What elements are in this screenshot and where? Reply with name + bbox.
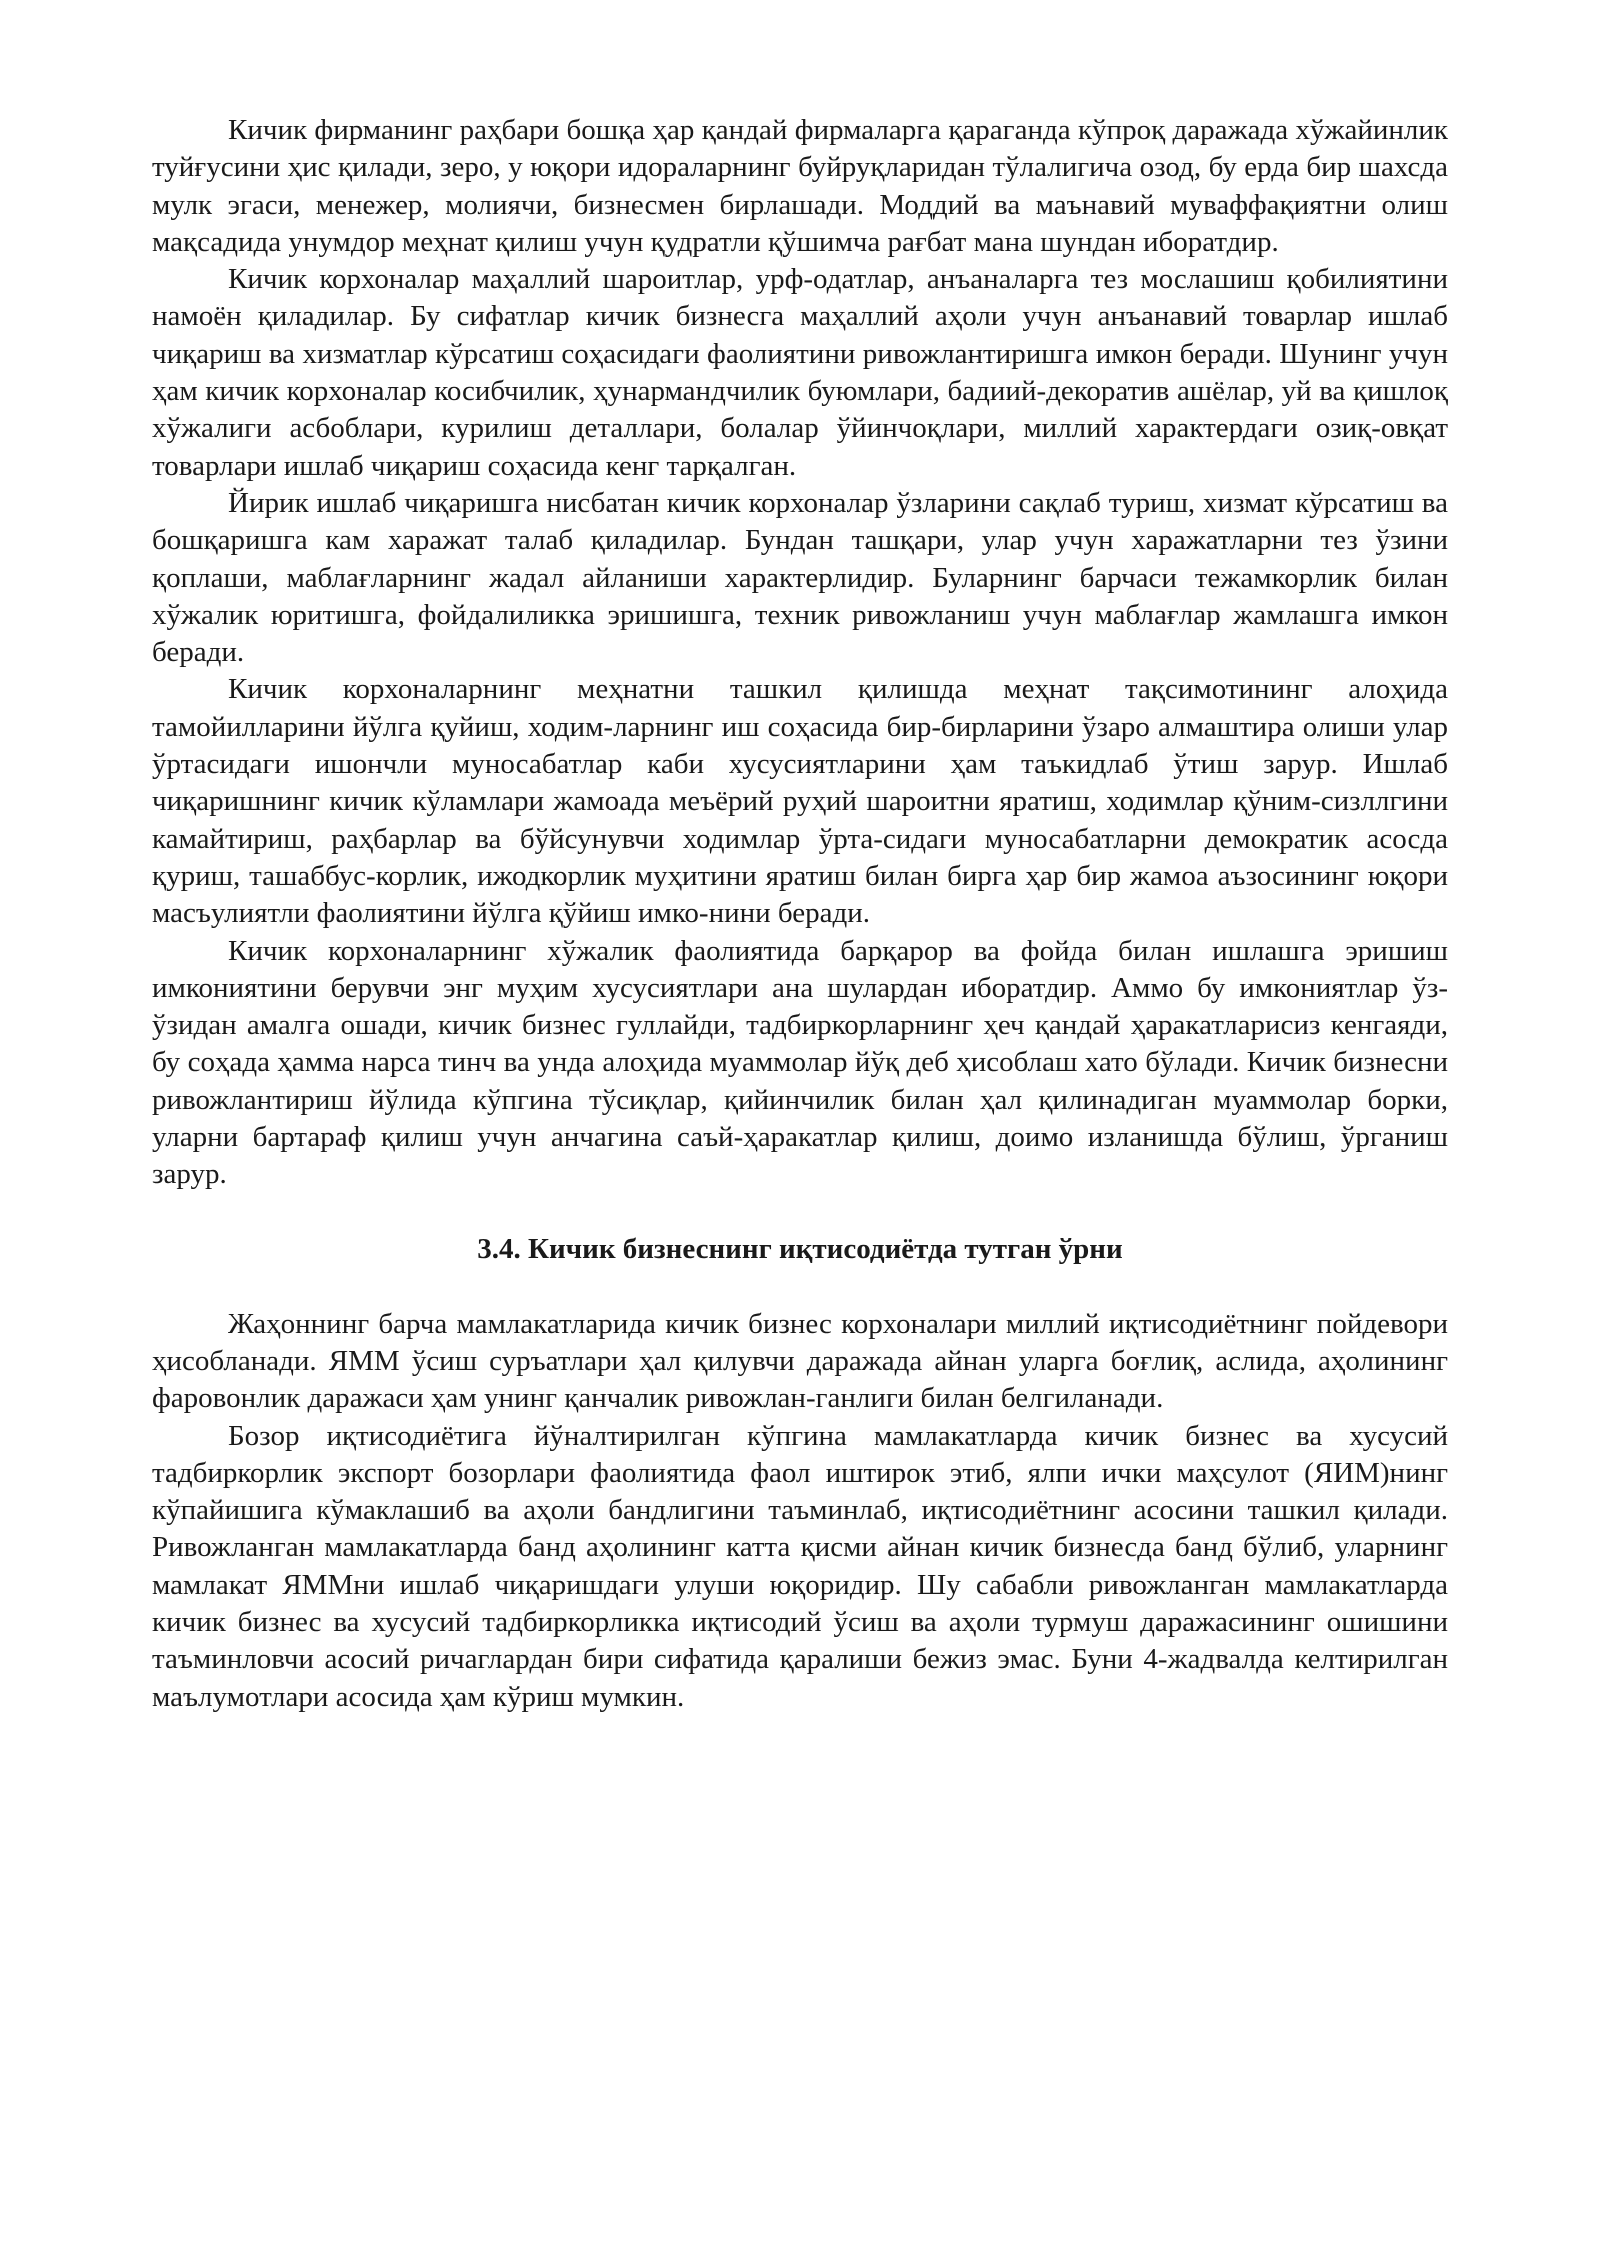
document-page	[152, 112, 1448, 1716]
paragraph-6: Жаҳоннинг барча мамлакатларида кичик бизнес корхоналари миллий иқтисодиётнинг пойдевори ҳисобланади. ЯММ ўсиш суръатлари ҳал қилувчи даражада айнан уларга боғлиқ, аслида, аҳолининг фаровонлик даражаси ҳам унинг қанчалик ривожлан-ганлиги билан белгиланади.	[152, 1307, 1448, 1415]
paragraph-3: Йирик ишлаб чиқаришга нисбатан кичик корхоналар ўзларини сақлаб туриш, хизмат кўрсатиш ва бошқаришга кам харажат талаб қиладилар. Бундан ташқари, улар учун харажатларни тез ўзини қоплаши, маблағларнинг жадал айланиши характерлидир. Буларнинг барчаси тежамкорлик билан хўжалик юритишга, фойдалиликка эришишга, техник ривожланиш учун маблағлар жамлашга имкон беради.	[152, 486, 1448, 669]
paragraph-7: Бозор иқтисодиётига йўналтирилган кўпгина мамлакатларда кичик бизнес ва хусусий тадбиркорлик экспорт бозорлари фаолиятида фаол иштирок этиб, ялпи ички маҳсулот (ЯИМ)нинг кўпайишига кўмаклашиб ва аҳоли бандлигини таъминлаб, иқтисодиётнинг асосини ташкил қилади. Ривожланган мамлакатларда банд аҳолининг катта қисми айнан кичик бизнесда банд бўлиб, уларнинг мамлакат ЯММни ишлаб чиқаришдаги улуши юқоридир. Шу сабабли ривожланган мамлакатларда кичик бизнес ва хусусий тадбиркорликка иқтисодий ўсиш ва аҳоли турмуш даражасининг ошишини таъминловчи асосий ричаглардан бири сифатида қаралиши бежиз эмас. Буни 4-жадвалда келтирилган маълумотлари асосида ҳам кўриш мумкин.	[152, 1419, 1448, 1713]
paragraph-5: Кичик корхоналарнинг хўжалик фаолиятида барқарор ва фойда билан ишлашга эришиш имкониятини берувчи энг муҳим хусусиятлари ана шулардан иборатдир. Аммо бу имкониятлар ўз-ўзидан амалга ошади, кичик бизнес гуллайди, тадбиркорларнинг ҳеч қандай ҳаракатларисиз кенгаяди, бу соҳада ҳамма нарса тинч ва унда алоҳида муаммолар йўқ деб ҳисоблаш хато бўлади. Кичик бизнесни ривожлантириш йўлида кўпгина тўсиқлар, қийинчилик билан ҳал қилинадиган муаммолар борки, уларни бартараф қилиш учун анчагина саъй-ҳаракатлар қилиш, доимо изланишда бўлиш, ўрганиш зарур.	[152, 934, 1448, 1191]
section-heading: 3.4. Кичик бизнеснинг иқтисодиётда тутган ўрни	[477, 1232, 1123, 1265]
paragraph-4: Кичик корхоналарнинг меҳнатни ташкил қилишда меҳнат тақсимотининг алоҳида тамойилларини йўлга қуйиш, ходим-ларнинг иш соҳасида бир-бирларини ўзаро алмаштира олиши улар ўртасидаги ишончли муносабатлар каби хусусиятларини ҳам таъкидлаб ўтиш зарур. Ишлаб чиқаришнинг кичик кўламлари жамоада меъёрий руҳий шароитни яратиш, ходимлар қўним-сизллгини камайтириш, раҳбарлар ва бўйсунувчи ходимлар ўрта-сидаги муносабатларни демократик асосда қуриш, ташаббус-корлик, ижодкорлик муҳитини яратиш билан бирга ҳар бир жамоа аъзосининг юқори масъулиятли фаолиятини йўлга қўйиш имко-нини беради.	[152, 673, 1448, 930]
paragraph-2: Кичик корхоналар маҳаллий шароитлар, урф-одатлар, анъаналарга тез мослашиш қобилиятини намоён қиладилар. Бу сифатлар кичик бизнесга маҳаллий аҳоли учун анъанавий товарлар ишлаб чиқариш ва хизматлар кўрсатиш соҳасидаги фаолиятини ривожлантиришга имкон беради. Шунинг учун ҳам кичик корхоналар косибчилик, ҳунармандчилик буюмлари, бадиий-декоратив ашёлар, уй ва қишлоқ хўжалиги асбоблари, курилиш деталлари, болалар ўйинчоқлари, миллий характердаги озиқ-овқат товарлари ишлаб чиқариш соҳасида кенг тарқалган.	[152, 263, 1448, 482]
paragraph-1: Кичик фирманинг раҳбари бошқа ҳар қандай фирмаларга қараганда кўпроқ даражада хўжайинлик туйғусини ҳис қилади, зеро, у юқори идораларнинг буйруқларидан тўлалигича озод, бу ерда бир шахсда мулк эгаси, менежер, молиячи, бизнесмен бирлашади. Моддий ва маънавий муваффақиятни олиш мақсадида унумдор меҳнат қилиш учун қудратли қўшимча рағбат мана шундан иборатдир.	[152, 114, 1448, 258]
